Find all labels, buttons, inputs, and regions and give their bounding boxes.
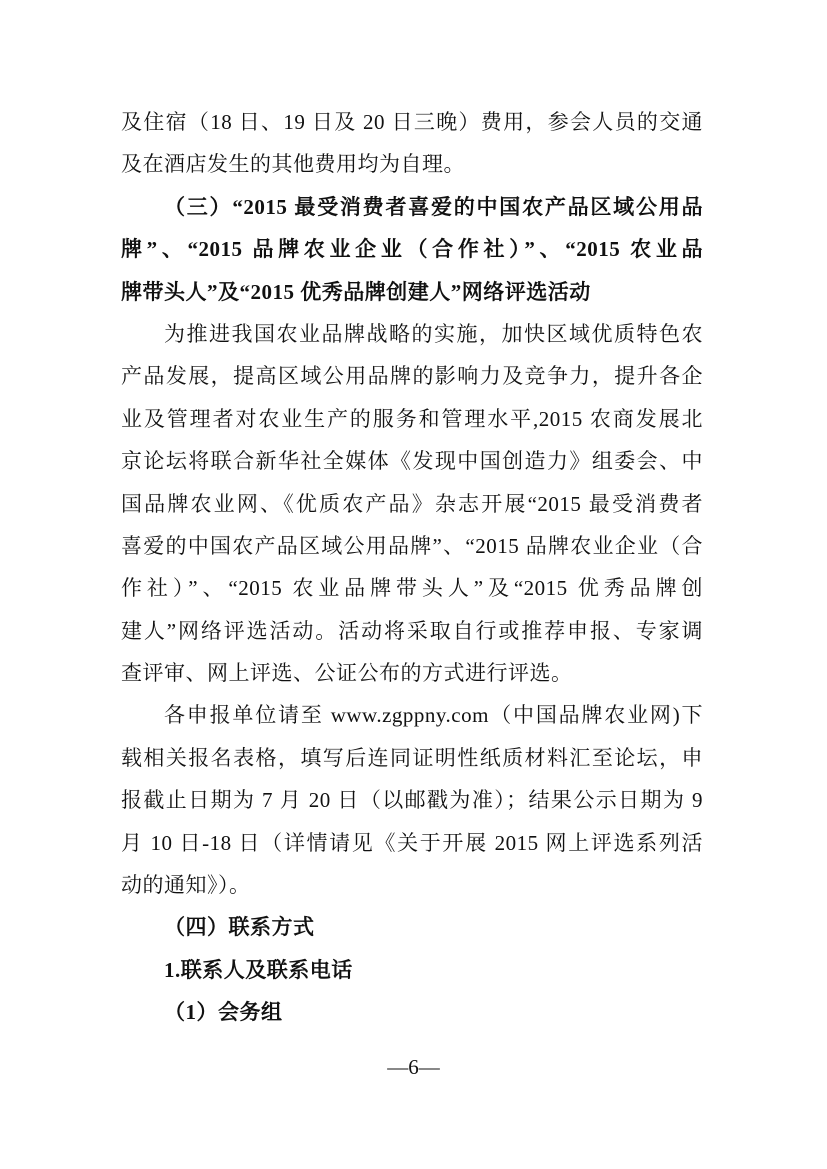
text-line: 牌带头人”及“2015 优秀品牌创建人”网络评选活动: [121, 279, 591, 304]
heading-contact-person: [121, 949, 703, 991]
text-line: 作社）”、“2015 农业品牌带头人”及“2015 优秀品牌创: [121, 576, 703, 601]
para-promotion-activity: [121, 313, 703, 695]
para-lodging-fees: [121, 101, 703, 186]
text-line: 国品牌农业网、《优质农产品》杂志开展“2015 最受消费者: [121, 491, 703, 516]
page-number: —6—: [387, 1055, 440, 1079]
text-line: 1.联系人及联系电话: [164, 957, 353, 982]
para-application-instructions: [121, 694, 703, 906]
text-line: 动的通知》）。: [121, 873, 251, 898]
text-line: 喜爱的中国农产品区域公用品牌”、“2015 品牌农业企业（合: [121, 533, 703, 558]
text-line: （四）联系方式: [164, 915, 315, 940]
heading-section-4: [121, 906, 703, 948]
text-line: 京论坛将联合新华社全媒体《发现中国创造力》组委会、中: [121, 449, 703, 474]
document-body: [121, 101, 703, 1034]
text-line: 及在酒店发生的其他费用均为自理。: [121, 152, 465, 177]
text-line: 报截止日期为 7 月 20 日（以邮戳为准）；结果公示日期为 9: [121, 788, 703, 813]
heading-section-3: [121, 186, 703, 313]
text-line: 业及管理者对农业生产的服务和管理水平,2015 农商发展北: [121, 406, 703, 431]
text-line: 载相关报名表格，填写后连同证明性纸质材料汇至论坛，申: [121, 745, 703, 770]
text-line: 及住宿（18 日、19 日及 20 日三晚）费用，参会人员的交通: [121, 110, 703, 134]
text-line: 月 10 日-18 日（详情请见《关于开展 2015 网上评选系列活: [121, 830, 703, 855]
text-line: （三）“2015 最受消费者喜爱的中国农产品区域公用品: [164, 194, 703, 219]
text-line: 牌”、“2015 品牌农业企业（合作社）”、“2015 农业品: [121, 237, 703, 262]
text-line: 为推进我国农业品牌战略的实施，加快区域优质特色农: [164, 321, 703, 346]
text-line: 产品发展，提高区域公用品牌的影响力及竞争力，提升各企: [121, 364, 703, 389]
text-line: 查评审、网上评选、公证公布的方式进行评选。: [121, 661, 573, 686]
text-line: 各申报单位请至 www.zgppny.com（中国品牌农业网)下: [164, 703, 703, 728]
text-line: （1）会务组: [164, 1000, 283, 1025]
text-line: 建人”网络评选活动。活动将采取自行或推荐申报、专家调: [121, 618, 703, 643]
heading-conference-group: [121, 991, 703, 1033]
